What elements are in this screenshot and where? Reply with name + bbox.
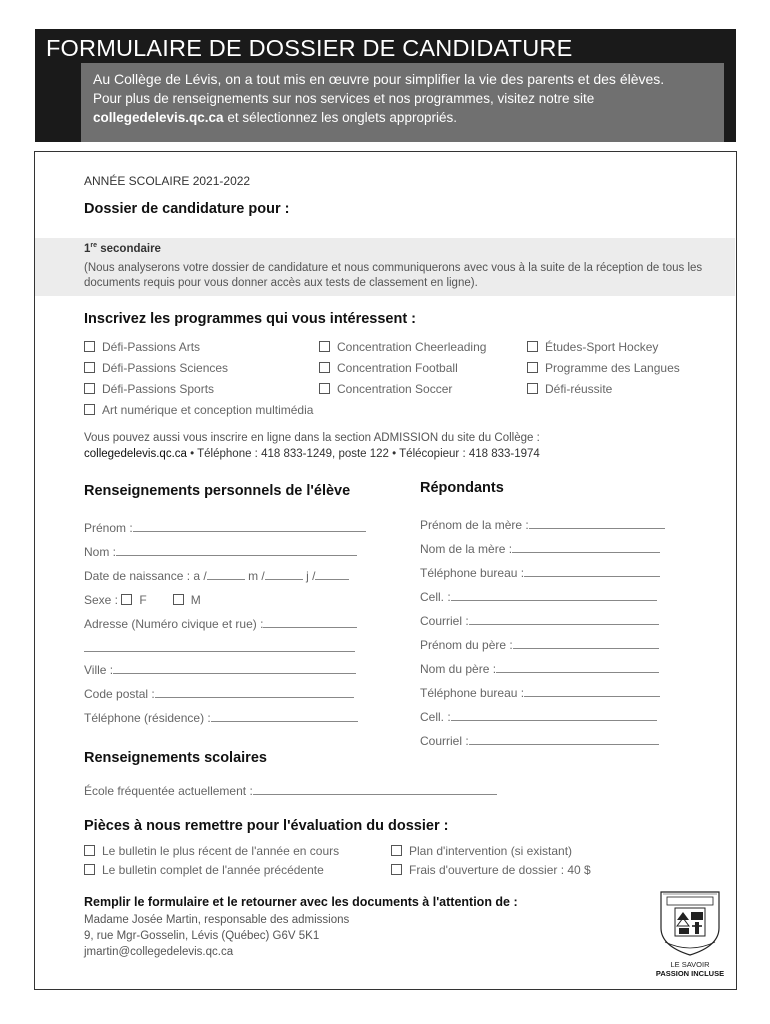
student-telephone-field[interactable]: Téléphone (résidence) : [84, 711, 358, 725]
program-checkbox[interactable] [527, 383, 538, 394]
online-website-link[interactable]: collegedelevis.qc.ca [84, 448, 187, 460]
intro-line-3: collegedelevis.qc.ca et sélectionnez les onglets appropriés. [93, 110, 457, 125]
student-adresse-line-2[interactable] [84, 641, 355, 655]
program-option[interactable]: Concentration Football [319, 361, 458, 375]
program-checkbox[interactable] [84, 383, 95, 394]
return-heading: Remplir le formulaire et le retourner avec les documents à l'attention de : [84, 895, 518, 909]
mother-nom-field[interactable]: Nom de la mère : [420, 542, 660, 556]
student-prenom-field[interactable]: Prénom : [84, 521, 366, 535]
program-checkbox[interactable] [84, 341, 95, 352]
program-checkbox[interactable] [84, 404, 95, 415]
father-cell-field[interactable]: Cell. : [420, 710, 657, 724]
logo-tagline-1: LE SAVOIR [670, 960, 710, 969]
document-option[interactable]: Frais d'ouverture de dossier : 40 $ [391, 863, 591, 877]
program-checkbox[interactable] [319, 383, 330, 394]
respondents-heading: Répondants [420, 480, 504, 496]
document-checkbox[interactable] [84, 845, 95, 856]
online-contact-line: collegedelevis.qc.ca • Téléphone : 418 833-1249, poste 122 • Télécopieur : 418 833-1974 [84, 448, 540, 460]
document-option[interactable]: Le bulletin le plus récent de l'année en cours [84, 844, 339, 858]
return-address: 9, rue Mgr-Gosselin, Lévis (Québec) G6V 5K1 [84, 930, 320, 942]
college-crest-icon [655, 888, 725, 958]
program-checkbox[interactable] [84, 362, 95, 373]
program-option[interactable]: Défi-Passions Arts [84, 340, 200, 354]
programs-heading: Inscrivez les programmes qui vous intéressent : [84, 311, 417, 327]
program-option[interactable]: Concentration Cheerleading [319, 340, 486, 354]
father-prenom-field[interactable]: Prénom du père : [420, 638, 659, 652]
mother-cell-field[interactable]: Cell. : [420, 590, 657, 604]
sexe-m-checkbox[interactable] [173, 594, 184, 605]
program-option[interactable]: Art numérique et conception multimédia [84, 403, 313, 417]
program-option[interactable]: Défi-Passions Sports [84, 382, 214, 396]
document-option[interactable]: Plan d'intervention (si existant) [391, 844, 572, 858]
form-title: FORMULAIRE DE DOSSIER DE CANDIDATURE [46, 35, 573, 61]
father-tel-bureau-field[interactable]: Téléphone bureau : [420, 686, 660, 700]
program-option[interactable]: Études-Sport Hockey [527, 340, 658, 354]
program-option[interactable]: Concentration Soccer [319, 382, 452, 396]
mother-prenom-field[interactable]: Prénom de la mère : [420, 518, 665, 532]
program-checkbox[interactable] [319, 341, 330, 352]
logo-tagline-2: PASSION INCLUSE [655, 969, 725, 978]
intro-website-link[interactable]: collegedelevis.qc.ca [93, 110, 224, 125]
return-name: Madame Josée Martin, responsable des admissions [84, 914, 350, 926]
program-option[interactable]: Programme des Langues [527, 361, 680, 375]
document-checkbox[interactable] [84, 864, 95, 875]
school-year: ANNÉE SCOLAIRE 2021-2022 [84, 174, 251, 188]
program-checkbox[interactable] [527, 341, 538, 352]
program-checkbox[interactable] [319, 362, 330, 373]
level-note-2: documents requis pour vous donner accès aux tests de classement en ligne). [84, 277, 478, 289]
school-current-field[interactable]: École fréquentée actuellement : [84, 784, 497, 798]
candidature-heading: Dossier de candidature pour : [84, 201, 290, 217]
document-option[interactable]: Le bulletin complet de l'année précédente [84, 863, 324, 877]
college-logo [647, 888, 733, 984]
intro-line-2: Pour plus de renseignements sur nos services et nos programmes, visitez notre site [93, 91, 595, 106]
document-checkbox[interactable] [391, 845, 402, 856]
student-birthdate-field[interactable]: Date de naissance : a / m / j / [84, 569, 349, 583]
student-nom-field[interactable]: Nom : [84, 545, 357, 559]
intro-line-1: Au Collège de Lévis, on a tout mis en œuvre pour simplifier la vie des parents et des élèves. [93, 71, 665, 87]
form-header [35, 29, 736, 142]
father-nom-field[interactable]: Nom du père : [420, 662, 659, 676]
student-sexe-field: Sexe : F M [84, 593, 201, 607]
father-courriel-field[interactable]: Courriel : [420, 734, 659, 748]
form-frame [34, 151, 737, 990]
student-heading: Renseignements personnels de l'élève [84, 483, 351, 499]
mother-tel-bureau-field[interactable]: Téléphone bureau : [420, 566, 660, 580]
mother-courriel-field[interactable]: Courriel : [420, 614, 659, 628]
document-checkbox[interactable] [391, 864, 402, 875]
student-codepostal-field[interactable]: Code postal : [84, 687, 354, 701]
program-option[interactable]: Défi-réussite [527, 382, 612, 396]
return-email[interactable]: jmartin@collegedelevis.qc.ca [84, 946, 234, 958]
program-option[interactable]: Défi-Passions Sciences [84, 361, 228, 375]
documents-heading: Pièces à nous remettre pour l'évaluation du dossier : [84, 818, 449, 834]
sexe-f-checkbox[interactable] [121, 594, 132, 605]
student-adresse-field[interactable]: Adresse (Numéro civique et rue) : [84, 617, 357, 631]
program-checkbox[interactable] [527, 362, 538, 373]
student-ville-field[interactable]: Ville : [84, 663, 356, 677]
online-registration-text: Vous pouvez aussi vous inscrire en ligne dans la section ADMISSION du site du Collège : [84, 432, 540, 444]
intro-box [81, 63, 724, 142]
level-note-1: (Nous analyserons votre dossier de candidature et nous communiquerons avec vous à la suite de la réception de tous les [84, 262, 703, 274]
level-title: 1re secondaire [84, 242, 161, 255]
school-heading: Renseignements scolaires [84, 750, 267, 766]
